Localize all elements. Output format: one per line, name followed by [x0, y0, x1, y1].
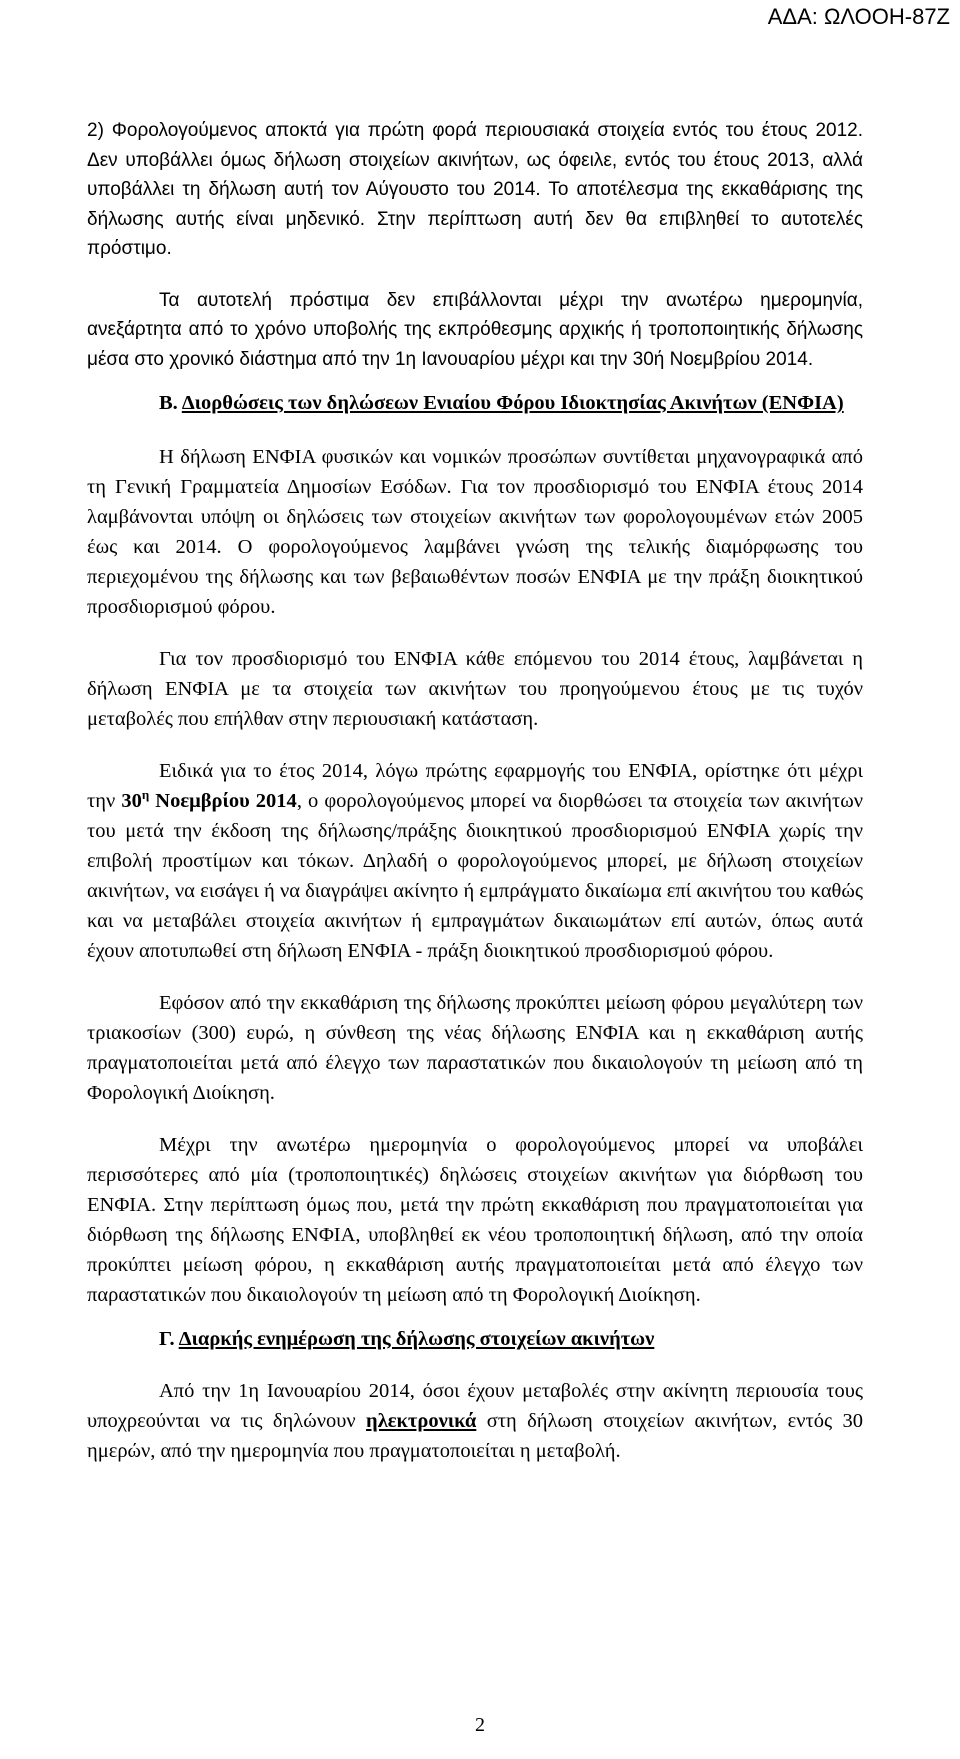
section-b-letter: Β.	[159, 392, 178, 414]
section-c-heading	[87, 1324, 863, 1354]
paragraph-tax-reduction: Εφόσον από την εκκαθάριση της δήλωσης προκύπτει μείωση φόρου μεγαλύτερη των τριακοσίων (300) ευρώ, η σύνθεση της νέας δήλωσης ΕΝΦΙΑ και η εκκαθάριση αυτής πραγματοποιείται μετά από έλεγχο των παραστατικών που δικαιολογούν τη μείωση από τη Φορολογική Διοίκηση.	[87, 992, 863, 1104]
section-b-heading	[87, 388, 863, 418]
section-c-title: Διαρκής ενημέρωση της δήλωσης στοιχείων ακινήτων	[178, 1328, 655, 1350]
paragraph-enfia-declaration: Η δήλωση ΕΝΦΙΑ φυσικών και νομικών προσώπων συντίθεται μηχανογραφικά από τη Γενική Γραμματεία Δημοσίων Εσόδων. Για τον προσδιορισμό του ΕΝΦΙΑ έτους 2014 λαμβάνονται υπόψη οι δηλώσεις των στοιχείων ακινήτων των φορολογουμένων ετών 2005 έως και 2014. Ο φορολογούμενος λαμβάνει γνώση της τελικής διαμόρφωσης του περιεχομένου της δήλωσης και των βεβαιωθέντων ποσών ΕΝΦΙΑ με την πράξη διοικητικού προσδιορισμού φόρου.	[87, 446, 863, 618]
paragraph-next-years: Για τον προσδιορισμό του ΕΝΦΙΑ κάθε επόμενου του 2014 έτους, λαμβάνεται η δήλωση ΕΝΦΙΑ με τα στοιχεία των ακινήτων του προηγούμενου έτους με τις τυχόν μεταβολές που επήλθαν στην περιουσιακή κατάσταση.	[87, 648, 863, 730]
document-body	[87, 116, 863, 1466]
paragraph-2014-special-end: , ο φορολογούμενος μπορεί να διορθώσει τα στοιχεία των ακινήτων του μετά την έκδοση της δήλωσης/πράξης διοικητικού προσδιορισμού ΕΝΦΙΑ χωρίς την επιβολή προστίμων και τόκων. Δηλαδή ο φορολογούμενος μπορεί, με δήλωση στοιχείων ακινήτων, να εισάγει ή να διαγράψει ακίνητο ή εμπράγματο δικαίωμα επί ακινήτου του καθώς και να μεταβάλει στοιχεία ακινήτων ή εμπραγμάτων δικαιωμάτων επί αυτών, όπως αυτά έχουν αποτυπωθεί στη δήλωση ΕΝΦΙΑ - πράξη διοικητικού προσδιορισμού φόρου.	[87, 790, 863, 962]
paragraph-example-2: 2) Φορολογούμενος αποκτά για πρώτη φορά περιουσιακά στοιχεία εντός του έτους 2012. Δεν υποβάλλει όμως δήλωση στοιχείων ακινήτων, ως όφειλε, εντός του έτους 2013, αλλά υποβάλλει τη δήλωση αυτή τον Αύγουστο του 2014. Το αποτέλεσμα της εκκαθάρισης της δήλωσης αυτής είναι μηδενικό. Στην περίπτωση αυτή δεν θα επιβληθεί το αυτοτελές πρόστιμο.	[87, 120, 863, 259]
paragraph-multiple-declarations: Μέχρι την ανωτέρω ημερομηνία ο φορολογούμενος μπορεί να υποβάλει περισσότερες από μία (τροποποιητικές) δηλώσεις στοιχείων ακινήτων για διόρθωση του ΕΝΦΙΑ. Στην περίπτωση όμως που, μετά την πρώτη εκκαθάριση που πραγματοποιείται για διόρθωση της δήλωσης ΕΝΦΙΑ, υποβληθεί εκ νέου τροποποιητική δήλωση, από την οποία προκύπτει μείωση φόρου, η εκκαθάριση αυτής πραγματοποιείται μετά από έλεγχο των παραστατικών που δικαιολογούν τη μείωση από τη Φορολογική Διοίκηση.	[87, 1134, 863, 1306]
paragraph-continuous-update: Από την 1η Ιανουαρίου 2014, όσοι έχουν μεταβολές στην ακίνητη περιουσία τους υποχρεούνται να τις δηλώνουν ηλεκτρονικά στη δήλωση στοιχείων ακινήτων, εντός 30 ημερών, από την ημερομηνία που πραγματοποιείται η μεταβολή.	[87, 1380, 863, 1462]
section-b-title: Διορθώσεις των δηλώσεων Ενιαίου Φόρου Ιδιοκτησίας Ακινήτων (ΕΝΦΙΑ)	[181, 392, 844, 414]
paragraph-2014-special-start: Ειδικά για το έτος 2014, λόγω πρώτης εφαρμογής του ΕΝΦΙΑ, ορίστηκε ότι μέχρι την	[87, 760, 863, 812]
electronically-emphasis: ηλεκτρονικά	[366, 1410, 477, 1432]
ada-code: ΑΔΑ: ΩΛΟΟΗ-87Ζ	[767, 4, 950, 29]
section-c-letter: Γ.	[159, 1328, 175, 1350]
deadline-day: $30^\eta$ Νοεμβρίου 2014	[121, 787, 297, 812]
page-number: 2	[475, 1714, 485, 1736]
paragraph-penalties: Τα αυτοτελή πρόστιμα δεν επιβάλλονται μέχρι την ανωτέρω ημερομηνία, ανεξάρτητα από το χρόνο υποβολής της εκπρόθεσμης αρχικής ή τροποποιητικής δήλωσης μέσα στο χρονικό διάστημα από την 1η Ιανουαρίου μέχρι και την 30ή Νοεμβρίου 2014.	[87, 289, 863, 370]
paragraph-2014-special	[87, 756, 863, 966]
